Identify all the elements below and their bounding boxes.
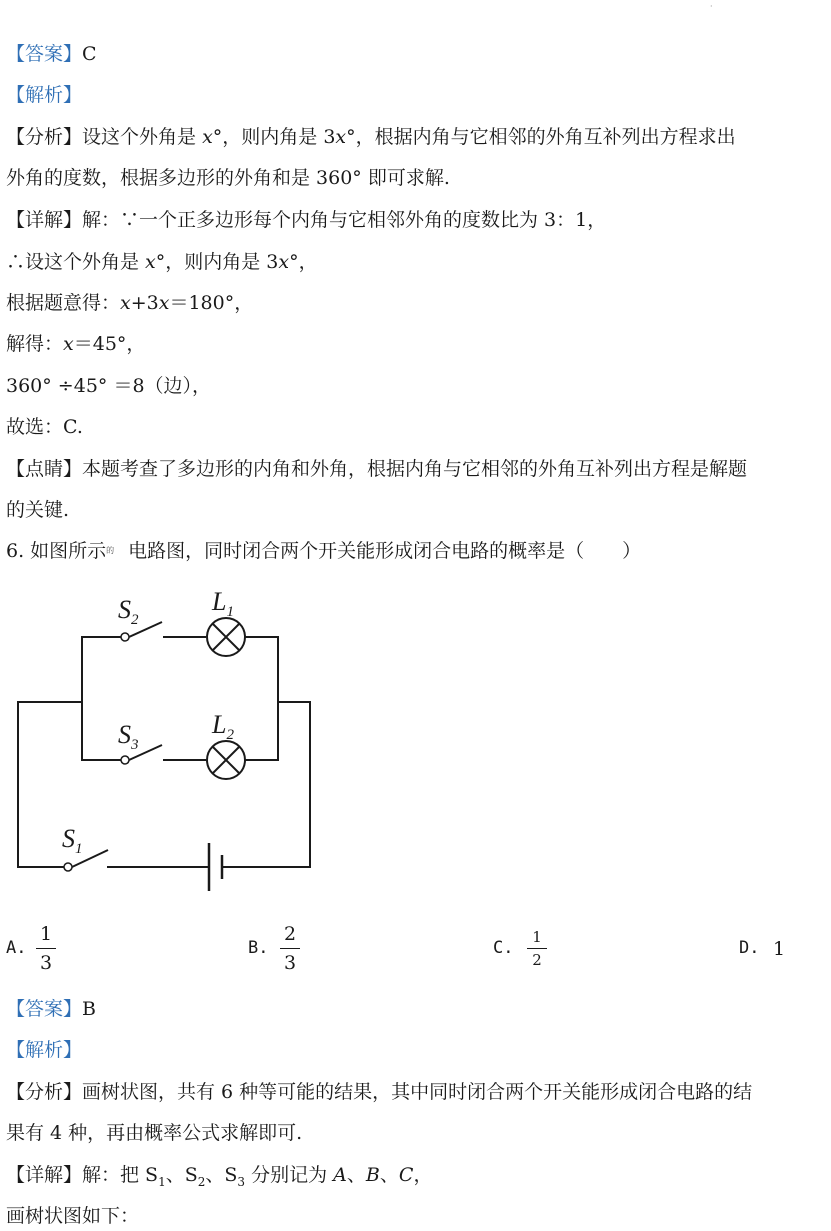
numerator: 1 [39,923,53,945]
detail-line-6: 故选：C. [6,416,83,438]
text: ， [413,1164,433,1186]
choice-d[interactable] [739,922,809,982]
detail-line-2 [6,250,318,274]
fraction [36,922,56,975]
corner-dot: · [710,2,713,11]
text: °，根据内角与它相邻的外角互补列出方程求出 [346,126,736,148]
choice-b[interactable] [248,922,318,982]
var-x: x [335,126,347,148]
fenxi-line-2: 外角的度数，根据多边形的外角和是 360° 即可求解. [6,167,450,189]
s3-contact [121,756,129,764]
fenxi-line-4: 果有 4 种，再由概率公式求解即可. [6,1122,303,1144]
text: ＝180°， [169,292,254,314]
text: 电路图，同时闭合两个开关能形成闭合电路的概率是（ ） [128,540,642,562]
detail-line-1 [6,208,606,232]
answer-line-1 [6,42,97,66]
analysis-heading-2 [6,1038,82,1062]
text: 解：把 S [82,1164,159,1186]
var-x: x [63,333,74,355]
denominator: 3 [283,952,297,974]
label-s1: $S_1$ [62,824,83,857]
var-x: x [278,251,290,273]
choice-c[interactable] [493,922,563,982]
answer-tag: 【答案】 [6,43,83,65]
choice-label: A. [6,938,27,958]
comment-tag: 【点睛】 [6,458,83,480]
tiny-mark: 的 [106,546,115,555]
fenxi-tag: 【分析】 [6,1081,83,1103]
comment-line-1 [6,457,747,481]
comment-line-2: 的关键. [6,499,70,521]
fraction [280,922,300,975]
fenxi-tag: 【分析】 [6,126,83,148]
fraction-bar [527,948,547,949]
var-b: B [365,1164,380,1186]
text: 、S [205,1164,238,1186]
detail-line-7 [6,1163,432,1194]
var-a: A [333,1164,347,1186]
text: 解得： [6,333,64,355]
text: 分别记为 [245,1164,334,1186]
label-l1: $L_1$ [212,587,234,620]
var-c: C [398,1164,414,1186]
s1-contact [64,863,72,871]
label-l2: $L_2$ [212,710,234,743]
question-6-stem [6,539,641,563]
var-x: x [145,251,156,273]
detail-line-3 [6,291,253,315]
var-x: x [120,292,131,314]
analysis-heading-1 [6,83,82,107]
choice-label: D. [739,938,760,958]
text: °，则内角是 3 [212,126,336,148]
answer-value: C [82,43,97,65]
var-x: x [158,292,170,314]
circuit-diagram [0,575,340,900]
detail-tag: 【详解】 [6,1164,83,1186]
wire [245,637,278,760]
subscript: 1 [158,1174,166,1189]
answer-value: B [82,998,96,1020]
text: 、 [379,1164,399,1186]
s2-contact [121,633,129,641]
text: °，则内角是 3 [155,251,279,273]
denominator: 3 [39,952,53,974]
text: 6. 如图所示 [6,540,107,562]
analysis-tag: 【解析】 [6,1039,83,1061]
text: °， [289,251,318,273]
fraction-bar [280,948,300,949]
fenxi-line-1 [6,125,736,149]
choice-label: C. [493,938,514,958]
text: 设这个外角是 [82,126,203,148]
text: ∴设这个外角是 [6,251,146,273]
fenxi-line-3 [6,1080,752,1104]
text: +3 [130,292,159,314]
fraction [527,928,547,969]
label-s3: $S_3$ [118,720,139,753]
label-s2: $S_2$ [118,595,139,628]
detail-line-4 [6,332,145,356]
choice-value: 1 [773,938,786,960]
answer-tag: 【答案】 [6,998,83,1020]
numerator: 1 [532,928,542,946]
detail-tag: 【详解】 [6,209,83,231]
text: 本题考查了多边形的内角和外角，根据内角与它相邻的外角互补列出方程是解题 [82,458,748,480]
fraction-bar [36,948,56,949]
subscript: 3 [237,1174,246,1189]
answer-line-2 [6,997,96,1021]
text: 、S [165,1164,198,1186]
var-x: x [202,126,213,148]
numerator: 2 [283,923,297,945]
text: 画树状图，共有 6 种等可能的结果，其中同时闭合两个开关能形成闭合电路的结 [82,1081,753,1103]
text: ＝45°， [73,333,146,355]
analysis-tag: 【解析】 [6,84,83,106]
denominator: 2 [532,951,542,969]
text: 、 [346,1164,366,1186]
subscript: 2 [197,1174,206,1189]
wire [222,702,310,867]
choice-a[interactable] [6,922,76,982]
choice-label: B. [248,938,269,958]
text: 解：∵一个正多边形每个内角与它相邻外角的度数比为 3：1， [82,209,607,231]
text: 根据题意得： [6,292,121,314]
detail-line-5: 360° ÷45° ＝8（边）， [6,375,212,397]
detail-line-8: 画树状图如下： [6,1205,140,1227]
